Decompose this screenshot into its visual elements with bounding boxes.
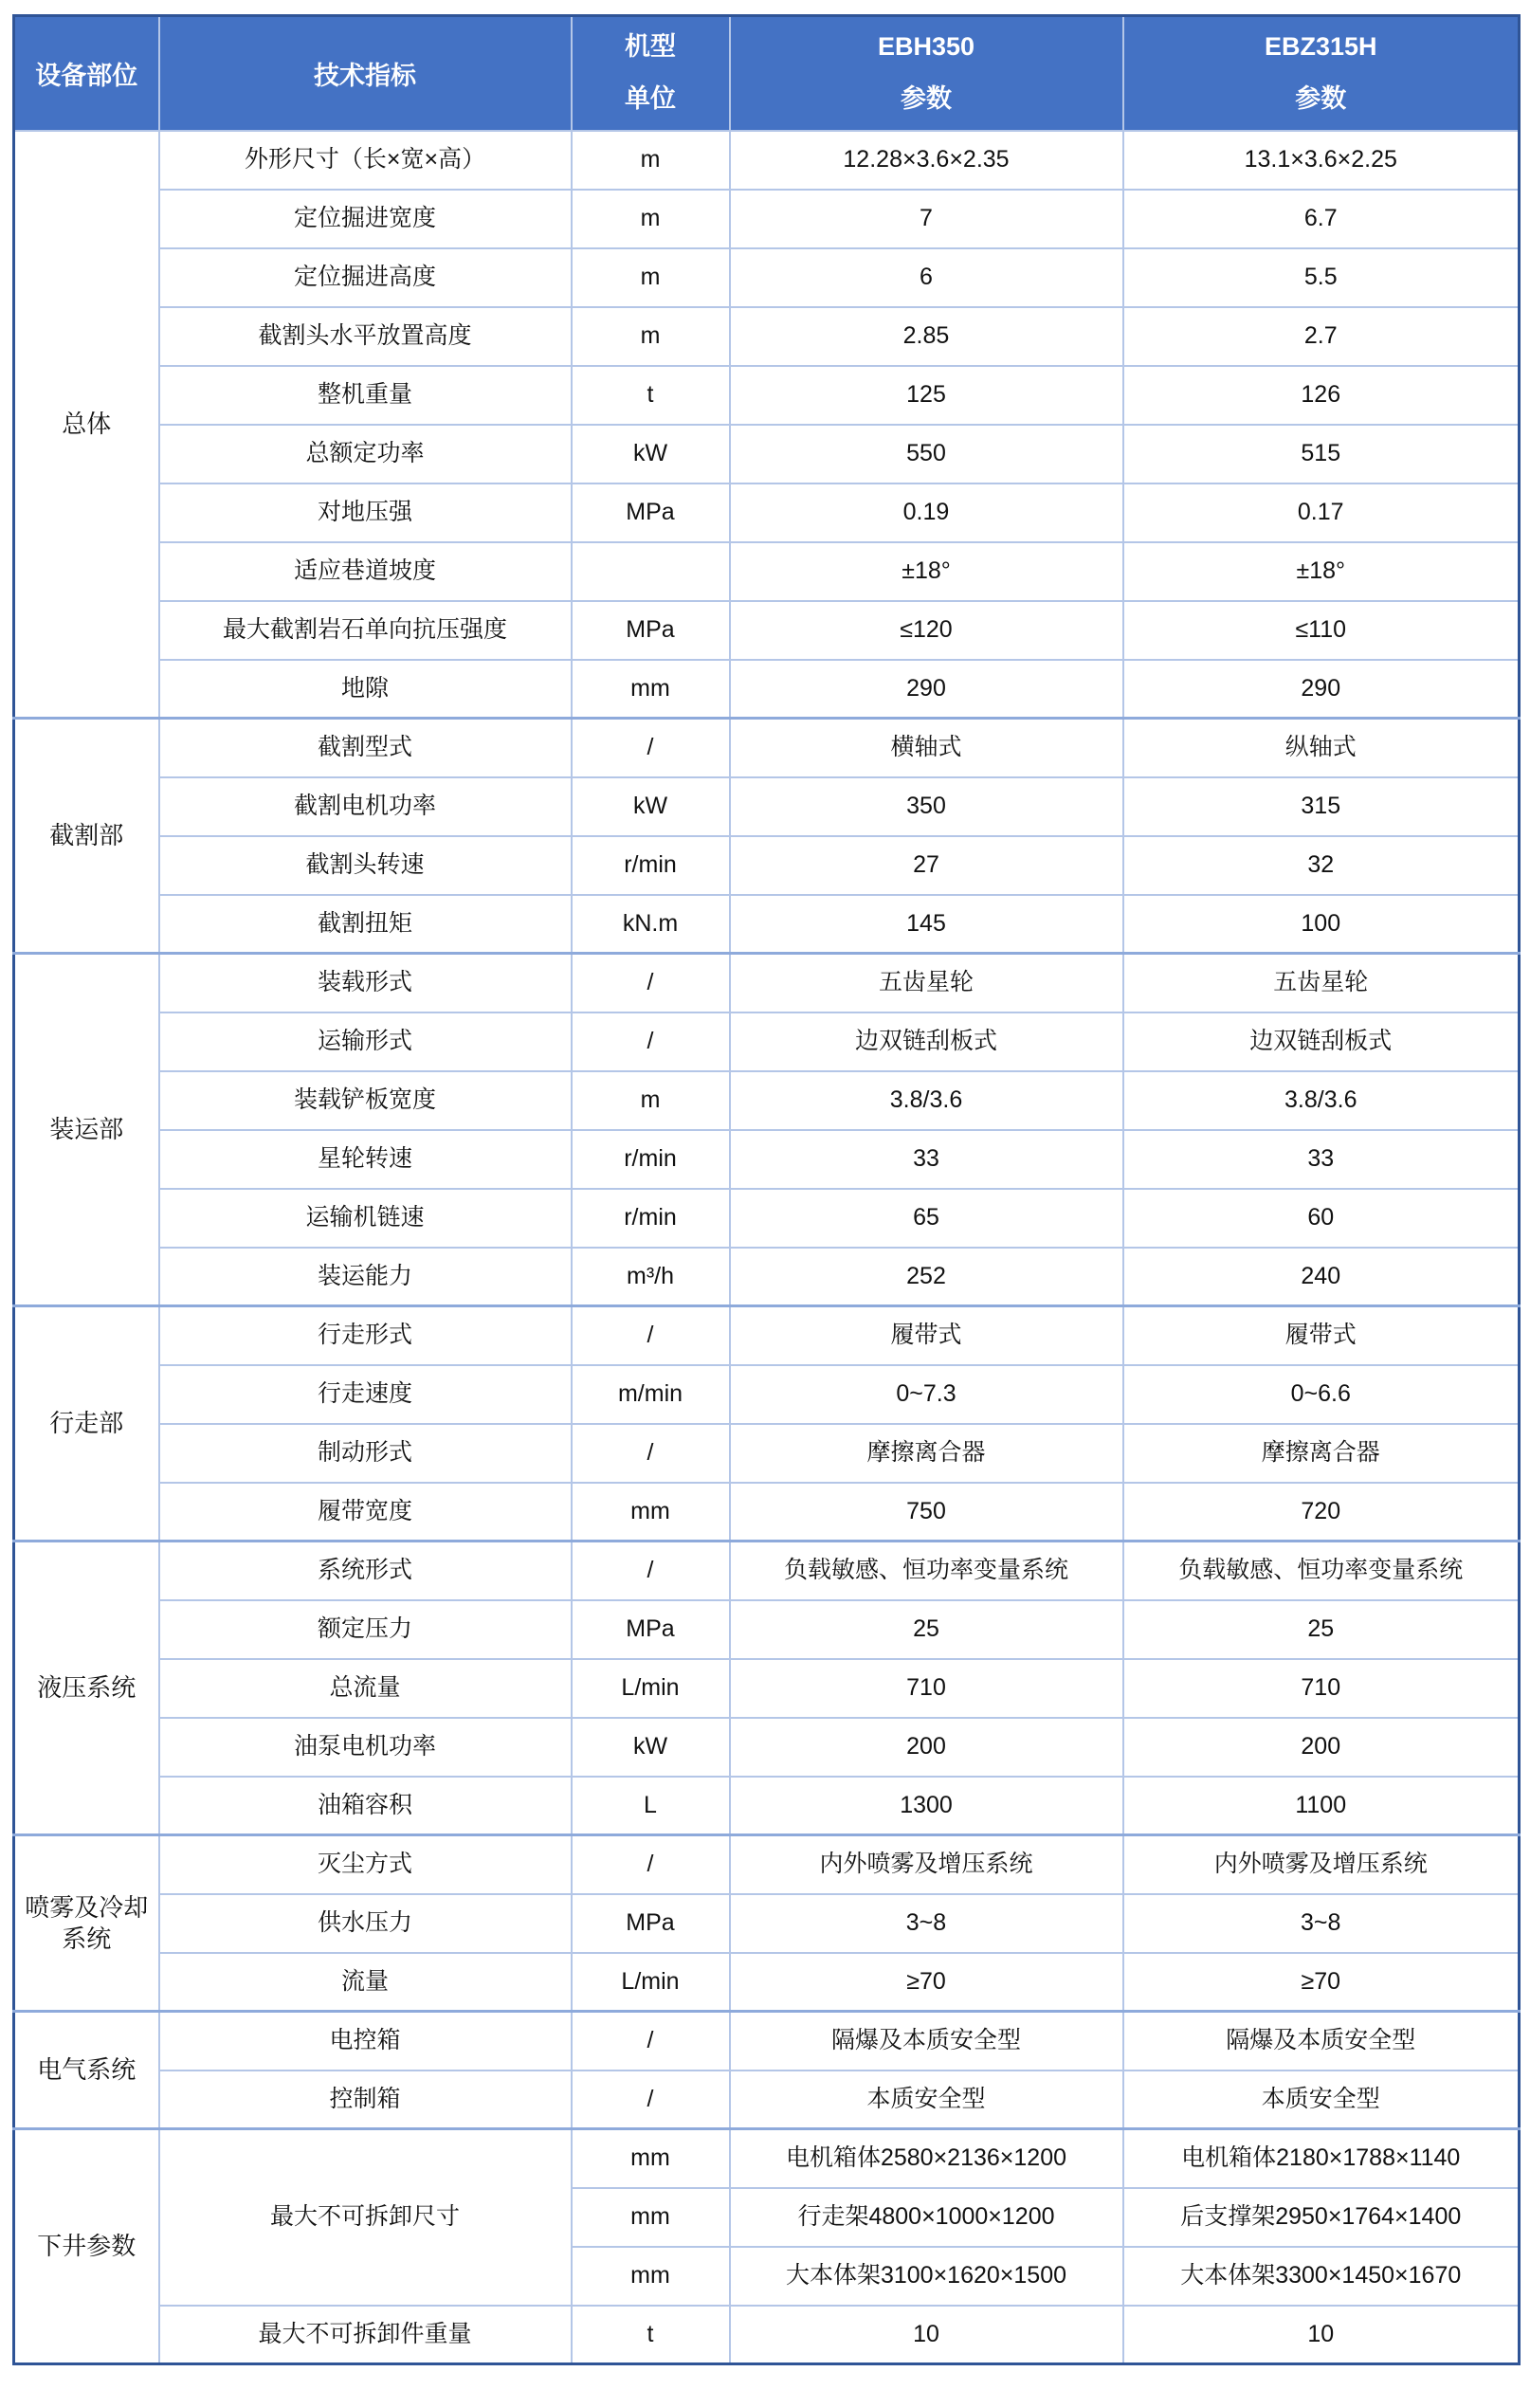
indicator-cell: 装载铲板宽度	[159, 1071, 572, 1130]
ebh350-value-cell: 252	[730, 1248, 1123, 1306]
indicator-cell: 截割电机功率	[159, 777, 572, 836]
ebh350-value-cell: 3~8	[730, 1894, 1123, 1953]
unit-cell: /	[572, 1424, 730, 1483]
section-name: 喷雾及冷却系统	[14, 1835, 159, 2012]
indicator-cell: 流量	[159, 1953, 572, 2012]
table-row	[14, 131, 1520, 190]
section-name: 液压系统	[14, 1541, 159, 1835]
indicator-cell: 最大不可拆卸尺寸	[159, 2129, 572, 2306]
table-row	[14, 483, 1520, 542]
table-row	[14, 1659, 1520, 1718]
ebz315h-value-cell: 2.7	[1123, 307, 1520, 366]
ebz315h-value-cell: 315	[1123, 777, 1520, 836]
unit-cell: L/min	[572, 1953, 730, 2012]
ebh350-value-cell: 25	[730, 1600, 1123, 1659]
ebh350-value-cell: 27	[730, 836, 1123, 895]
indicator-cell: 最大截割岩石单向抗压强度	[159, 601, 572, 660]
table-row	[14, 1835, 1520, 1894]
header-row	[14, 16, 1520, 131]
unit-cell	[572, 542, 730, 601]
unit-cell: kW	[572, 425, 730, 483]
ebh350-value-cell: 本质安全型	[730, 2071, 1123, 2129]
ebz315h-value-cell: 摩擦离合器	[1123, 1424, 1520, 1483]
indicator-cell: 截割型式	[159, 719, 572, 777]
ebz315h-value-cell: 515	[1123, 425, 1520, 483]
indicator-cell: 最大不可拆卸件重量	[159, 2306, 572, 2364]
ebh350-value-cell: 3.8/3.6	[730, 1071, 1123, 1130]
ebz315h-value-cell: 6.7	[1123, 190, 1520, 248]
ebz315h-value-cell: ±18°	[1123, 542, 1520, 601]
unit-cell: mm	[572, 2247, 730, 2306]
indicator-cell: 供水压力	[159, 1894, 572, 1953]
indicator-cell: 油泵电机功率	[159, 1718, 572, 1777]
indicator-cell: 额定压力	[159, 1600, 572, 1659]
indicator-cell: 运输形式	[159, 1012, 572, 1071]
ebz315h-value-cell: 290	[1123, 660, 1520, 719]
unit-cell: /	[572, 2071, 730, 2129]
ebh350-value-cell: 290	[730, 660, 1123, 719]
ebz315h-value-cell: 负载敏感、恒功率变量系统	[1123, 1541, 1520, 1600]
ebh350-value-cell: 电机箱体2580×2136×1200	[730, 2129, 1123, 2188]
table-row	[14, 1424, 1520, 1483]
header-ebz315h-model: EBZ315H	[1264, 32, 1377, 62]
ebz315h-value-cell: 126	[1123, 366, 1520, 425]
ebh350-value-cell: 五齿星轮	[730, 954, 1123, 1012]
ebh350-value-cell: 履带式	[730, 1306, 1123, 1365]
unit-cell: m	[572, 131, 730, 190]
header-ebz315h	[1123, 16, 1520, 131]
ebz315h-value-cell: 内外喷雾及增压系统	[1123, 1835, 1520, 1894]
ebz315h-value-cell: 25	[1123, 1600, 1520, 1659]
unit-cell: mm	[572, 2129, 730, 2188]
ebz315h-value-cell: 1100	[1123, 1777, 1520, 1835]
indicator-cell: 装载形式	[159, 954, 572, 1012]
ebz315h-value-cell: 3.8/3.6	[1123, 1071, 1520, 1130]
table-row	[14, 1777, 1520, 1835]
unit-cell: /	[572, 1012, 730, 1071]
ebh350-value-cell: 750	[730, 1483, 1123, 1541]
ebz315h-value-cell: 60	[1123, 1189, 1520, 1248]
ebh350-value-cell: 摩擦离合器	[730, 1424, 1123, 1483]
header-unit-line: 单位	[625, 84, 676, 114]
indicator-cell: 截割头转速	[159, 836, 572, 895]
unit-cell: m	[572, 190, 730, 248]
unit-cell: /	[572, 1306, 730, 1365]
indicator-cell: 截割头水平放置高度	[159, 307, 572, 366]
ebz315h-value-cell: 240	[1123, 1248, 1520, 1306]
table-row	[14, 307, 1520, 366]
ebz315h-value-cell: 33	[1123, 1130, 1520, 1189]
ebh350-value-cell: 边双链刮板式	[730, 1012, 1123, 1071]
unit-cell: m	[572, 307, 730, 366]
ebz315h-value-cell: 100	[1123, 895, 1520, 954]
indicator-cell: 制动形式	[159, 1424, 572, 1483]
indicator-cell: 整机重量	[159, 366, 572, 425]
ebh350-value-cell: 1300	[730, 1777, 1123, 1835]
unit-cell: L	[572, 1777, 730, 1835]
ebh350-value-cell: 隔爆及本质安全型	[730, 2012, 1123, 2071]
indicator-cell: 控制箱	[159, 2071, 572, 2129]
indicator-cell: 截割扭矩	[159, 895, 572, 954]
table-row	[14, 1306, 1520, 1365]
ebh350-value-cell: ≥70	[730, 1953, 1123, 2012]
ebh350-value-cell: 0.19	[730, 483, 1123, 542]
table-row	[14, 190, 1520, 248]
unit-cell: /	[572, 1835, 730, 1894]
unit-cell: MPa	[572, 1600, 730, 1659]
indicator-cell: 履带宽度	[159, 1483, 572, 1541]
table-row	[14, 1248, 1520, 1306]
unit-cell: mm	[572, 1483, 730, 1541]
indicator-cell: 行走形式	[159, 1306, 572, 1365]
indicator-cell: 对地压强	[159, 483, 572, 542]
table-row	[14, 2012, 1520, 2071]
section-name: 总体	[14, 131, 159, 719]
ebh350-value-cell: 2.85	[730, 307, 1123, 366]
indicator-cell: 电控箱	[159, 2012, 572, 2071]
unit-cell: /	[572, 1541, 730, 1600]
table-row	[14, 1012, 1520, 1071]
spec-table-head	[14, 16, 1520, 131]
unit-cell: m/min	[572, 1365, 730, 1424]
ebz315h-value-cell: 13.1×3.6×2.25	[1123, 131, 1520, 190]
header-ebh350-model: EBH350	[877, 32, 975, 62]
ebh350-value-cell: 内外喷雾及增压系统	[730, 1835, 1123, 1894]
section-name: 行走部	[14, 1306, 159, 1541]
ebz315h-value-cell: 后支撑架2950×1764×1400	[1123, 2188, 1520, 2247]
ebh350-value-cell: 7	[730, 190, 1123, 248]
indicator-cell: 油箱容积	[159, 1777, 572, 1835]
ebz315h-value-cell: 0.17	[1123, 483, 1520, 542]
spec-table-body	[14, 131, 1520, 2364]
ebh350-value-cell: 负载敏感、恒功率变量系统	[730, 1541, 1123, 1600]
indicator-cell: 灭尘方式	[159, 1835, 572, 1894]
ebh350-value-cell: 350	[730, 777, 1123, 836]
ebz315h-value-cell: ≥70	[1123, 1953, 1520, 2012]
indicator-cell: 行走速度	[159, 1365, 572, 1424]
table-row	[14, 1600, 1520, 1659]
table-row	[14, 660, 1520, 719]
ebz315h-value-cell: 五齿星轮	[1123, 954, 1520, 1012]
header-technical-indicator	[159, 16, 572, 131]
table-row	[14, 777, 1520, 836]
unit-cell: L/min	[572, 1659, 730, 1718]
ebh350-value-cell: 横轴式	[730, 719, 1123, 777]
ebz315h-value-cell: 隔爆及本质安全型	[1123, 2012, 1520, 2071]
table-row	[14, 1189, 1520, 1248]
ebh350-value-cell: 6	[730, 248, 1123, 307]
ebh350-value-cell: 0~7.3	[730, 1365, 1123, 1424]
indicator-cell: 装运能力	[159, 1248, 572, 1306]
indicator-cell: 地隙	[159, 660, 572, 719]
ebz315h-value-cell: ≤110	[1123, 601, 1520, 660]
ebh350-value-cell: 行走架4800×1000×1200	[730, 2188, 1123, 2247]
section-name: 截割部	[14, 719, 159, 954]
header-equipment-part	[14, 16, 159, 131]
ebz315h-value-cell: 纵轴式	[1123, 719, 1520, 777]
table-row	[14, 719, 1520, 777]
unit-cell: mm	[572, 660, 730, 719]
unit-cell: MPa	[572, 1894, 730, 1953]
table-row	[14, 1365, 1520, 1424]
ebz315h-value-cell: 200	[1123, 1718, 1520, 1777]
ebh350-value-cell: ≤120	[730, 601, 1123, 660]
table-row	[14, 836, 1520, 895]
ebh350-value-cell: ±18°	[730, 542, 1123, 601]
indicator-cell: 总额定功率	[159, 425, 572, 483]
ebz315h-value-cell: 720	[1123, 1483, 1520, 1541]
unit-cell: r/min	[572, 836, 730, 895]
table-row	[14, 248, 1520, 307]
header-equipment-part-label: 设备部位	[35, 61, 138, 90]
section-name: 电气系统	[14, 2012, 159, 2129]
ebh350-value-cell: 12.28×3.6×2.35	[730, 131, 1123, 190]
unit-cell: mm	[572, 2188, 730, 2247]
table-row	[14, 895, 1520, 954]
ebz315h-value-cell: 电机箱体2180×1788×1140	[1123, 2129, 1520, 2188]
ebz315h-value-cell: 履带式	[1123, 1306, 1520, 1365]
indicator-cell: 外形尺寸（长×宽×高）	[159, 131, 572, 190]
table-row	[14, 1071, 1520, 1130]
table-row	[14, 2129, 1520, 2188]
indicator-cell: 总流量	[159, 1659, 572, 1718]
section-name: 装运部	[14, 954, 159, 1306]
unit-cell: /	[572, 2012, 730, 2071]
indicator-cell: 星轮转速	[159, 1130, 572, 1189]
unit-cell: m³/h	[572, 1248, 730, 1306]
header-technical-indicator-label: 技术指标	[314, 61, 416, 90]
ebz315h-value-cell: 32	[1123, 836, 1520, 895]
ebz315h-value-cell: 0~6.6	[1123, 1365, 1520, 1424]
table-row	[14, 1130, 1520, 1189]
table-row	[14, 542, 1520, 601]
ebz315h-value-cell: 3~8	[1123, 1894, 1520, 1953]
header-model-line: 机型	[625, 32, 676, 62]
ebz315h-value-cell: 710	[1123, 1659, 1520, 1718]
unit-cell: /	[572, 719, 730, 777]
ebz315h-value-cell: 边双链刮板式	[1123, 1012, 1520, 1071]
header-ebz315h-param: 参数	[1295, 84, 1347, 114]
table-row	[14, 1953, 1520, 2012]
table-row	[14, 1718, 1520, 1777]
header-ebh350-param: 参数	[901, 84, 952, 114]
ebh350-value-cell: 大本体架3100×1620×1500	[730, 2247, 1123, 2306]
ebz315h-value-cell: 10	[1123, 2306, 1520, 2364]
spec-table	[12, 14, 1521, 2365]
section-name: 下井参数	[14, 2129, 159, 2364]
table-row	[14, 2306, 1520, 2364]
unit-cell: r/min	[572, 1130, 730, 1189]
indicator-cell: 运输机链速	[159, 1189, 572, 1248]
header-model-unit	[572, 16, 730, 131]
table-row	[14, 1483, 1520, 1541]
unit-cell: r/min	[572, 1189, 730, 1248]
ebh350-value-cell: 10	[730, 2306, 1123, 2364]
ebh350-value-cell: 145	[730, 895, 1123, 954]
unit-cell: MPa	[572, 483, 730, 542]
table-row	[14, 954, 1520, 1012]
unit-cell: kW	[572, 1718, 730, 1777]
table-row	[14, 1894, 1520, 1953]
ebh350-value-cell: 710	[730, 1659, 1123, 1718]
indicator-cell: 定位掘进高度	[159, 248, 572, 307]
unit-cell: /	[572, 954, 730, 1012]
indicator-cell: 定位掘进宽度	[159, 190, 572, 248]
unit-cell: m	[572, 248, 730, 307]
table-row	[14, 1541, 1520, 1600]
unit-cell: kW	[572, 777, 730, 836]
ebh350-value-cell: 33	[730, 1130, 1123, 1189]
ebh350-value-cell: 125	[730, 366, 1123, 425]
ebh350-value-cell: 200	[730, 1718, 1123, 1777]
table-row	[14, 601, 1520, 660]
indicator-cell: 系统形式	[159, 1541, 572, 1600]
ebh350-value-cell: 550	[730, 425, 1123, 483]
unit-cell: t	[572, 2306, 730, 2364]
unit-cell: kN.m	[572, 895, 730, 954]
table-row	[14, 2071, 1520, 2129]
indicator-cell: 适应巷道坡度	[159, 542, 572, 601]
unit-cell: m	[572, 1071, 730, 1130]
table-row	[14, 425, 1520, 483]
ebz315h-value-cell: 本质安全型	[1123, 2071, 1520, 2129]
header-ebh350	[730, 16, 1123, 131]
unit-cell: t	[572, 366, 730, 425]
unit-cell: MPa	[572, 601, 730, 660]
ebh350-value-cell: 65	[730, 1189, 1123, 1248]
ebz315h-value-cell: 大本体架3300×1450×1670	[1123, 2247, 1520, 2306]
ebz315h-value-cell: 5.5	[1123, 248, 1520, 307]
table-row	[14, 366, 1520, 425]
